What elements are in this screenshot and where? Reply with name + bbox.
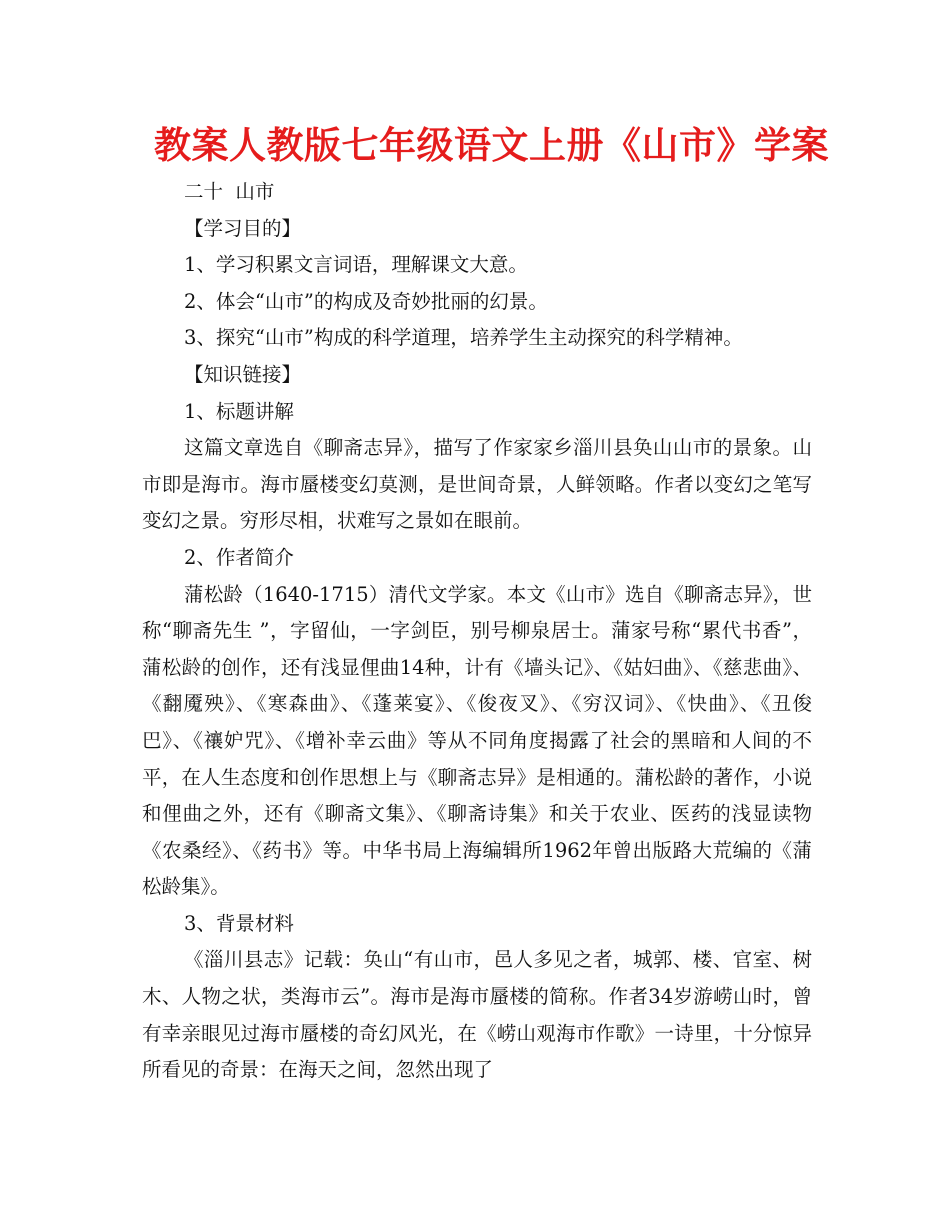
background-heading: 3、背景材料 [184, 911, 294, 935]
objective-item-2: 2、体会“山市”的构成及奇妙批丽的幻景。 [184, 289, 548, 313]
document-page [142, 118, 829, 1089]
chapter-heading: 二十 山市 [184, 180, 275, 203]
knowledge-heading: 【知识链接】 [184, 362, 302, 386]
background-paragraph: 《淄川县志》记载：奂山“有山市，邑人多见之者，城郭、楼、官室、树木、人物之状，类海市云”。海市是海市蜃楼的简称。作者34岁游崂山时，曾有幸亲眼见过海市蜃楼的奇幻风光，在《崂山观海市作歌》一诗里，十分惊异所看见的奇景：在海天之间，忽然出现了 [142, 948, 812, 1082]
objective-item-1: 1、学习积累文言词语，理解课文大意。 [184, 253, 528, 277]
author-heading: 2、作者简介 [184, 545, 294, 569]
objective-item-3: 3、探究“山市”构成的科学道理，培养学生主动探究的科学精神。 [184, 326, 743, 350]
document-title: 教案人教版七年级语文上册《山市》学案 [154, 124, 829, 167]
author-paragraph: 蒲松龄（1640-1715）清代文学家。本文《山市》选自《聊斋志异》，世称“聊斋先生 ”，字留仙，一字剑臣，别号柳泉居士。蒲家号称“累代书香”，蒲松龄的创作，还有浅显俚曲14种，计有《墙头记》、《姑妇曲》、《慈悲曲》、《翻魇殃》、《寒森曲》、《蓬莱宴》、《俊夜叉》、《穷汉词》、《快曲》、《丑俊巴》、《禳妒咒》、《增补幸云曲》等从不同角度揭露了社会的黑暗和人间的不平，在人生态度和创作思想上与《聊斋志异》是相通的。蒲松龄的著作，小说和俚曲之外，还有《聊斋文集》、《聊斋诗集》和关于农业、医药的浅显读物《农桑经》、《药书》等。中华书局上海编辑所1962年曾出版路大荒编的《蒲松龄集》。 [142, 582, 812, 899]
title-explain-heading: 1、标题讲解 [184, 399, 294, 423]
objectives-heading: 【学习目的】 [184, 216, 302, 240]
title-explain-paragraph: 这篇文章选自《聊斋志异》，描写了作家家乡淄川县奂山山市的景象。山市即是海市。海市蜃楼变幻莫测，是世间奇景，人鲜领略。作者以变幻之笔写变幻之景。穷形尽相，状难写之景如在眼前。 [142, 436, 812, 533]
